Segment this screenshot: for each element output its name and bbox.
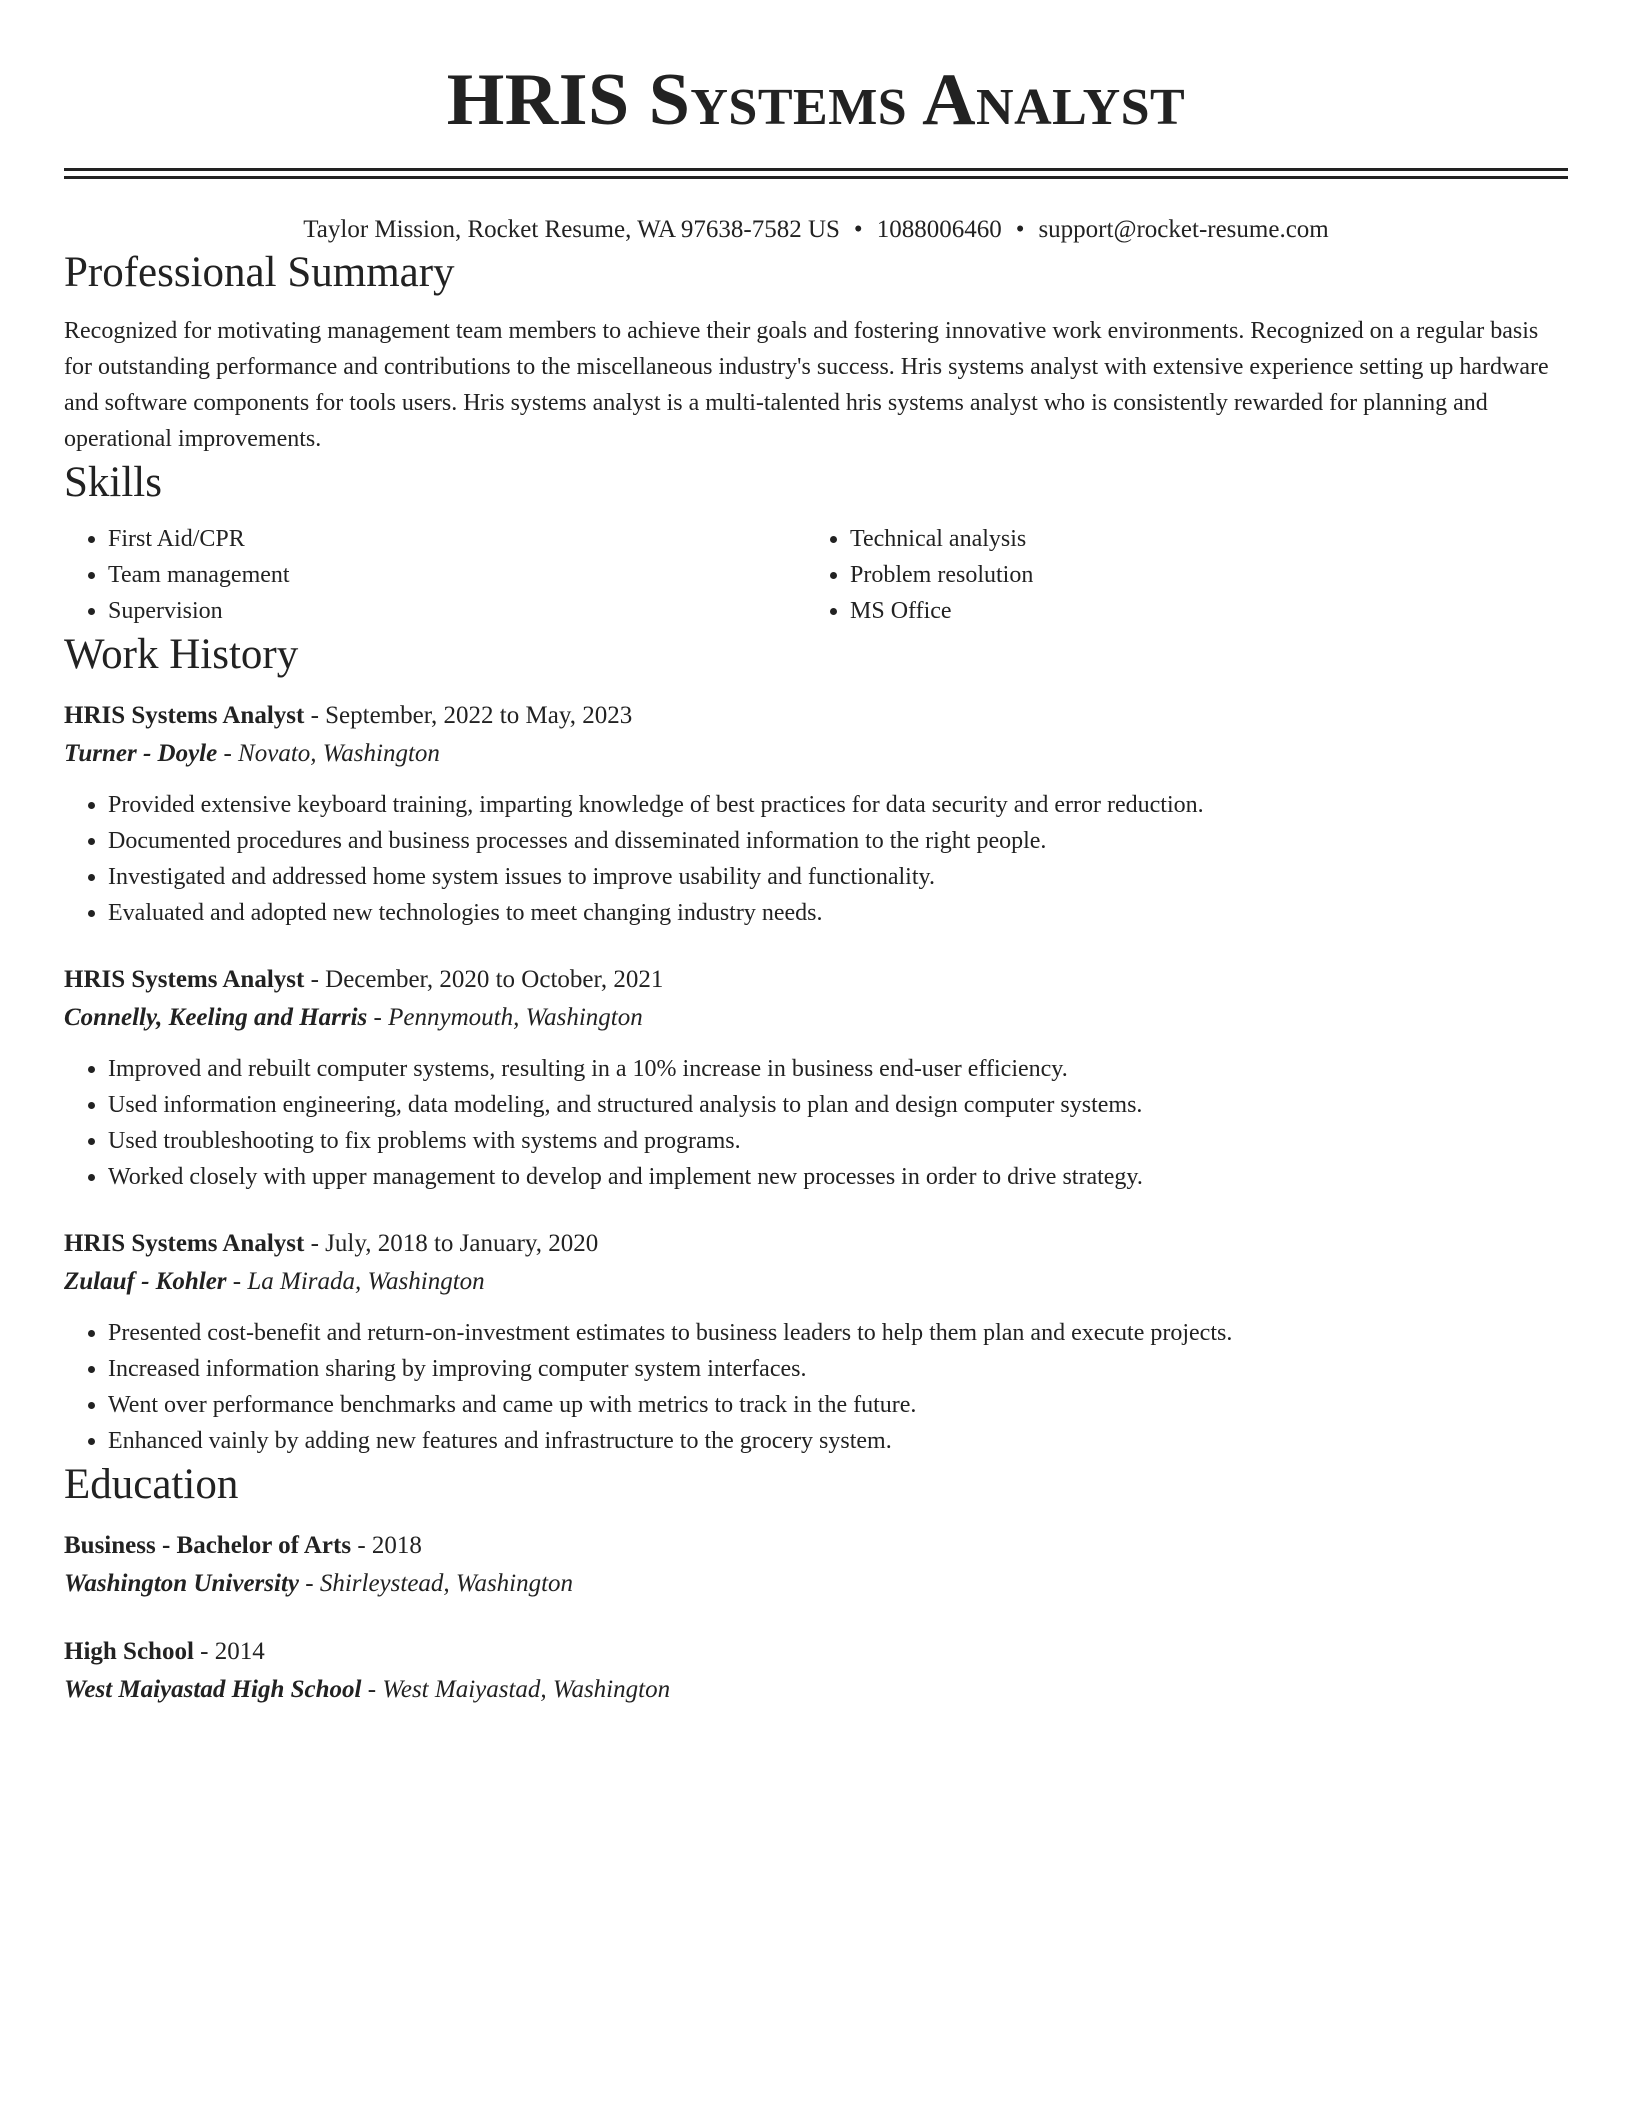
education-entry	[64, 1633, 1568, 1709]
education-degree: Business - Bachelor of Arts	[64, 1532, 352, 1559]
skill-item: • MS Office	[850, 593, 1548, 629]
job-dates: - July, 2018 to January, 2020	[304, 1230, 599, 1257]
job-bullet: • Used troubleshooting to fix problems with systems and programs.	[108, 1123, 1568, 1159]
job-company: Zulauf - Kohler	[64, 1268, 227, 1295]
job-location: - La Mirada, Washington	[226, 1268, 485, 1295]
contact-phone: 1088006460	[876, 216, 1002, 243]
job-entry	[64, 1225, 1568, 1459]
job-location: - Pennymouth, Washington	[367, 1004, 643, 1031]
job-title-line	[64, 697, 1568, 735]
job-bullet: • Worked closely with upper management to develop and implement new processes in order to drive strategy.	[108, 1159, 1568, 1195]
education-year: - 2018	[351, 1532, 422, 1559]
job-location: - Novato, Washington	[217, 740, 440, 767]
skill-item: • First Aid/CPR	[108, 521, 806, 557]
job-title-line	[64, 1225, 1568, 1263]
skill-item: • Team management	[108, 557, 806, 593]
summary-text: Recognized for motivating management team members to achieve their goals and fostering innovative work environments. Recognized on a regular basis for outstanding performance and contributions to the miscellaneous industry's success. Hris systems analyst with extensive experience setting up hardware and software components for tools users. Hris systems analyst is a multi-talented hris systems analyst who is consistently rewarded for planning and operational improvements.	[64, 318, 1549, 452]
education-heading: Education	[64, 1461, 239, 1508]
job-dates: - September, 2022 to May, 2023	[304, 702, 633, 729]
skills-heading: Skills	[64, 459, 162, 506]
job-bullet: • Provided extensive keyboard training, imparting knowledge of best practices for data security and error reduction.	[108, 787, 1568, 823]
skill-item: • Supervision	[108, 593, 806, 629]
job-bullet: • Used information engineering, data modeling, and structured analysis to plan and design computer systems.	[108, 1087, 1568, 1123]
job-bullets	[64, 1051, 1568, 1195]
skill-item: • Technical analysis	[850, 521, 1548, 557]
job-bullet: • Evaluated and adopted new technologies to meet changing industry needs.	[108, 895, 1568, 931]
job-title: HRIS Systems Analyst	[64, 1230, 305, 1257]
work-history-heading: Work History	[64, 631, 299, 678]
education-school-line	[64, 1565, 1568, 1603]
education-degree: High School	[64, 1638, 194, 1665]
contact-line	[64, 213, 1568, 247]
job-bullets	[64, 1315, 1568, 1459]
job-bullets	[64, 787, 1568, 931]
job-title: HRIS Systems Analyst	[64, 702, 305, 729]
job-bullet: • Documented procedures and business processes and disseminated information to the right people.	[108, 823, 1568, 859]
education-school: Washington University	[64, 1570, 299, 1597]
job-bullet: • Enhanced vainly by adding new features and infrastructure to the grocery system.	[108, 1423, 1568, 1459]
education-entry	[64, 1527, 1568, 1603]
skills-list	[64, 521, 1568, 629]
job-company-line	[64, 999, 1568, 1037]
education-degree-line	[64, 1633, 1568, 1671]
job-title: HRIS Systems Analyst	[64, 966, 305, 993]
contact-address: Taylor Mission, Rocket Resume, WA 97638-7582 US	[303, 216, 840, 243]
contact-separator: •	[1015, 216, 1025, 243]
job-dates: - December, 2020 to October, 2021	[304, 966, 664, 993]
job-entry	[64, 697, 1568, 931]
education-school-line	[64, 1671, 1568, 1709]
resume-title: HRIS Systems Analyst	[446, 59, 1186, 141]
job-bullet: • Investigated and addressed home system issues to improve usability and functionality.	[108, 859, 1568, 895]
skills-column-left	[64, 521, 806, 629]
job-bullet: • Increased information sharing by improving computer system interfaces.	[108, 1351, 1568, 1387]
skill-item: • Problem resolution	[850, 557, 1548, 593]
education-location: - West Maiyastad, Washington	[361, 1676, 671, 1703]
education-degree-line	[64, 1527, 1568, 1565]
job-bullet: • Went over performance benchmarks and came up with metrics to track in the future.	[108, 1387, 1568, 1423]
job-company-line	[64, 735, 1568, 773]
job-company: Connelly, Keeling and Harris	[64, 1004, 368, 1031]
job-company: Turner - Doyle	[64, 740, 218, 767]
job-entry	[64, 961, 1568, 1195]
title-double-rule	[64, 168, 1568, 179]
education-location: - Shirleystead, Washington	[299, 1570, 574, 1597]
education-year: - 2014	[193, 1638, 265, 1665]
skills-column-right	[806, 521, 1548, 629]
contact-separator: •	[853, 216, 863, 243]
job-bullet: • Presented cost-benefit and return-on-investment estimates to business leaders to help them plan and execute projects.	[108, 1315, 1568, 1351]
job-title-line	[64, 961, 1568, 999]
education-school: West Maiyastad High School	[64, 1676, 362, 1703]
summary-heading: Professional Summary	[64, 249, 455, 296]
job-bullet: • Improved and rebuilt computer systems, resulting in a 10% increase in business end-user efficiency.	[108, 1051, 1568, 1087]
contact-email[interactable]: support@rocket-resume.com	[1038, 216, 1329, 243]
job-company-line	[64, 1263, 1568, 1301]
